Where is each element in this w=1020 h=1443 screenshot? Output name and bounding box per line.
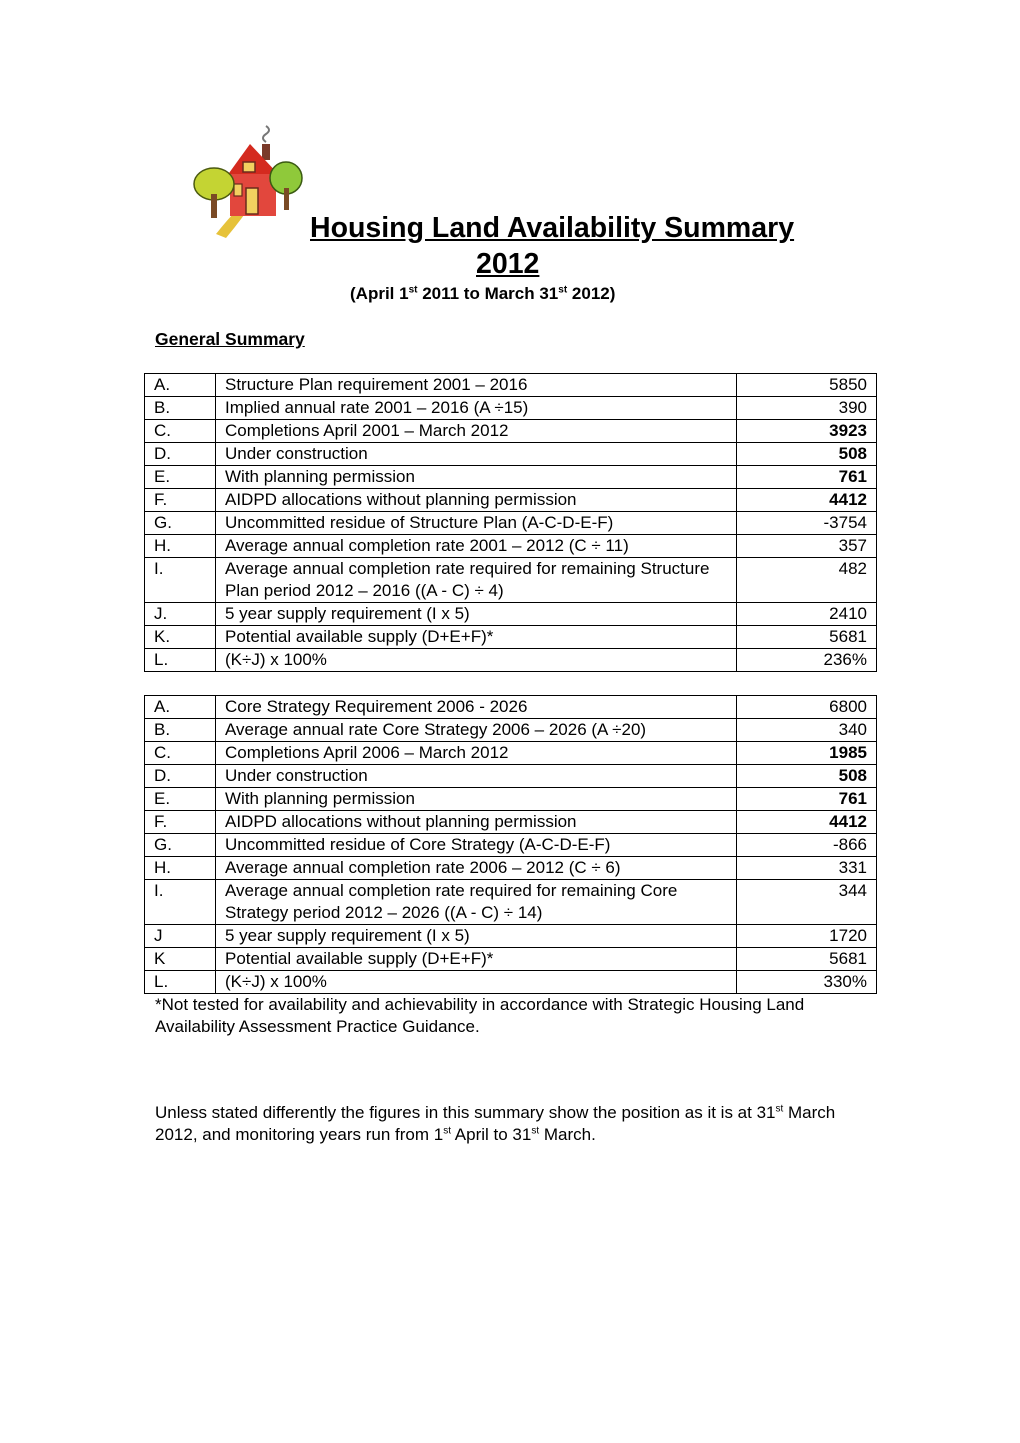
subtitle-part: 2011 to March 31 — [417, 284, 559, 303]
row-code: D. — [145, 443, 216, 466]
note-part: April to 31 — [451, 1125, 532, 1144]
table-row — [145, 443, 877, 466]
row-value: 330% — [737, 971, 877, 994]
table-row — [145, 420, 877, 443]
row-value: 2410 — [737, 603, 877, 626]
row-code: H. — [145, 535, 216, 558]
row-value: 482 — [737, 558, 877, 603]
row-value: -866 — [737, 834, 877, 857]
row-code: A. — [145, 696, 216, 719]
row-code: B. — [145, 397, 216, 420]
row-description: With planning permission — [216, 788, 737, 811]
date-range-subtitle — [350, 284, 615, 304]
row-description: Structure Plan requirement 2001 – 2016 — [216, 374, 737, 397]
table-row — [145, 857, 877, 880]
section-heading: General Summary — [155, 329, 305, 349]
row-description: Uncommitted residue of Structure Plan (A-C-D-E-F) — [216, 512, 737, 535]
row-value: 1720 — [737, 925, 877, 948]
row-code: D. — [145, 765, 216, 788]
row-value: -3754 — [737, 512, 877, 535]
row-value: 344 — [737, 880, 877, 925]
row-code: J — [145, 925, 216, 948]
row-value: 390 — [737, 397, 877, 420]
row-code: K — [145, 948, 216, 971]
row-value: 508 — [737, 765, 877, 788]
row-description: Average annual completion rate required for remaining Core Strategy period 2012 – 2026 ((A - C) ÷ 14) — [216, 880, 737, 925]
row-description: Under construction — [216, 765, 737, 788]
row-code: B. — [145, 719, 216, 742]
row-code: I. — [145, 558, 216, 603]
row-description: Average annual completion rate 2006 – 2012 (C ÷ 6) — [216, 857, 737, 880]
row-value: 340 — [737, 719, 877, 742]
row-value: 761 — [737, 466, 877, 489]
table-row — [145, 696, 877, 719]
table-row — [145, 765, 877, 788]
row-description: Average annual completion rate required for remaining Structure Plan period 2012 – 2016 ((A - C) ÷ 4) — [216, 558, 737, 603]
subtitle-sup: st — [408, 284, 418, 296]
row-value: 508 — [737, 443, 877, 466]
row-code: E. — [145, 788, 216, 811]
row-description: Completions April 2001 – March 2012 — [216, 420, 737, 443]
table-row — [145, 834, 877, 857]
row-description: 5 year supply requirement (I x 5) — [216, 925, 737, 948]
table-row — [145, 719, 877, 742]
note-part: March 2012, and monitoring years run from 1 — [155, 1103, 836, 1144]
row-code: F. — [145, 489, 216, 512]
table-row — [145, 558, 877, 603]
row-description: Completions April 2006 – March 2012 — [216, 742, 737, 765]
row-description: Potential available supply (D+E+F)* — [216, 626, 737, 649]
row-code: L. — [145, 649, 216, 672]
row-code: L. — [145, 971, 216, 994]
row-description: Implied annual rate 2001 – 2016 (A ÷15) — [216, 397, 737, 420]
row-value: 6800 — [737, 696, 877, 719]
table-row — [145, 742, 877, 765]
row-value: 4412 — [737, 811, 877, 834]
note-part: Unless stated differently the figures in this summary show the position as it is at 31 — [155, 1103, 776, 1122]
title-line2: 2012 — [476, 248, 540, 280]
table-row — [145, 374, 877, 397]
table-row — [145, 788, 877, 811]
row-code: K. — [145, 626, 216, 649]
table-row — [145, 603, 877, 626]
subtitle-part: (April 1 — [350, 284, 409, 303]
core-strategy-table — [144, 695, 877, 994]
row-value: 5681 — [737, 948, 877, 971]
row-description: Uncommitted residue of Core Strategy (A-C-D-E-F) — [216, 834, 737, 857]
row-code: H. — [145, 857, 216, 880]
title-line1: Housing Land Availability Summary — [310, 212, 795, 244]
subtitle-sup: st — [558, 284, 568, 296]
table-row — [145, 489, 877, 512]
row-value: 761 — [737, 788, 877, 811]
subtitle-part: 2012) — [567, 284, 616, 303]
row-description: (K÷J) x 100% — [216, 649, 737, 672]
row-code: A. — [145, 374, 216, 397]
page-title — [310, 210, 840, 282]
row-description: (K÷J) x 100% — [216, 971, 737, 994]
table-row — [145, 880, 877, 925]
row-description: 5 year supply requirement (I x 5) — [216, 603, 737, 626]
structure-plan-table — [144, 373, 877, 672]
row-value: 3923 — [737, 420, 877, 443]
row-value: 331 — [737, 857, 877, 880]
row-description: Average annual rate Core Strategy 2006 – 2026 (A ÷20) — [216, 719, 737, 742]
house-logo-icon — [186, 122, 310, 242]
note-part: March. — [539, 1125, 596, 1144]
table-row — [145, 971, 877, 994]
table-row — [145, 925, 877, 948]
row-code: C. — [145, 420, 216, 443]
table-row — [145, 626, 877, 649]
table-row — [145, 649, 877, 672]
row-code: F. — [145, 811, 216, 834]
row-description: Potential available supply (D+E+F)* — [216, 948, 737, 971]
row-value: 5681 — [737, 626, 877, 649]
table-row — [145, 811, 877, 834]
table-row — [145, 397, 877, 420]
note-sup: st — [443, 1125, 451, 1137]
row-value: 236% — [737, 649, 877, 672]
monitoring-note — [155, 1102, 865, 1146]
row-description: Core Strategy Requirement 2006 - 2026 — [216, 696, 737, 719]
table-row — [145, 948, 877, 971]
row-value: 1985 — [737, 742, 877, 765]
note-sup: st — [531, 1125, 540, 1137]
row-value: 357 — [737, 535, 877, 558]
row-code: C. — [145, 742, 216, 765]
row-value: 4412 — [737, 489, 877, 512]
row-code: I. — [145, 880, 216, 925]
row-code: G. — [145, 512, 216, 535]
table-row — [145, 535, 877, 558]
note-sup: st — [775, 1103, 784, 1115]
row-code: E. — [145, 466, 216, 489]
table-row — [145, 466, 877, 489]
table-row — [145, 512, 877, 535]
row-code: G. — [145, 834, 216, 857]
row-description: AIDPD allocations without planning permission — [216, 489, 737, 512]
row-description: Average annual completion rate 2001 – 2012 (C ÷ 11) — [216, 535, 737, 558]
row-description: Under construction — [216, 443, 737, 466]
row-code: J. — [145, 603, 216, 626]
row-description: AIDPD allocations without planning permission — [216, 811, 737, 834]
footnote: *Not tested for availability and achievability in accordance with Strategic Housing Land Availability Assessment Practice Guidance. — [155, 995, 805, 1036]
row-description: With planning permission — [216, 466, 737, 489]
row-value: 5850 — [737, 374, 877, 397]
